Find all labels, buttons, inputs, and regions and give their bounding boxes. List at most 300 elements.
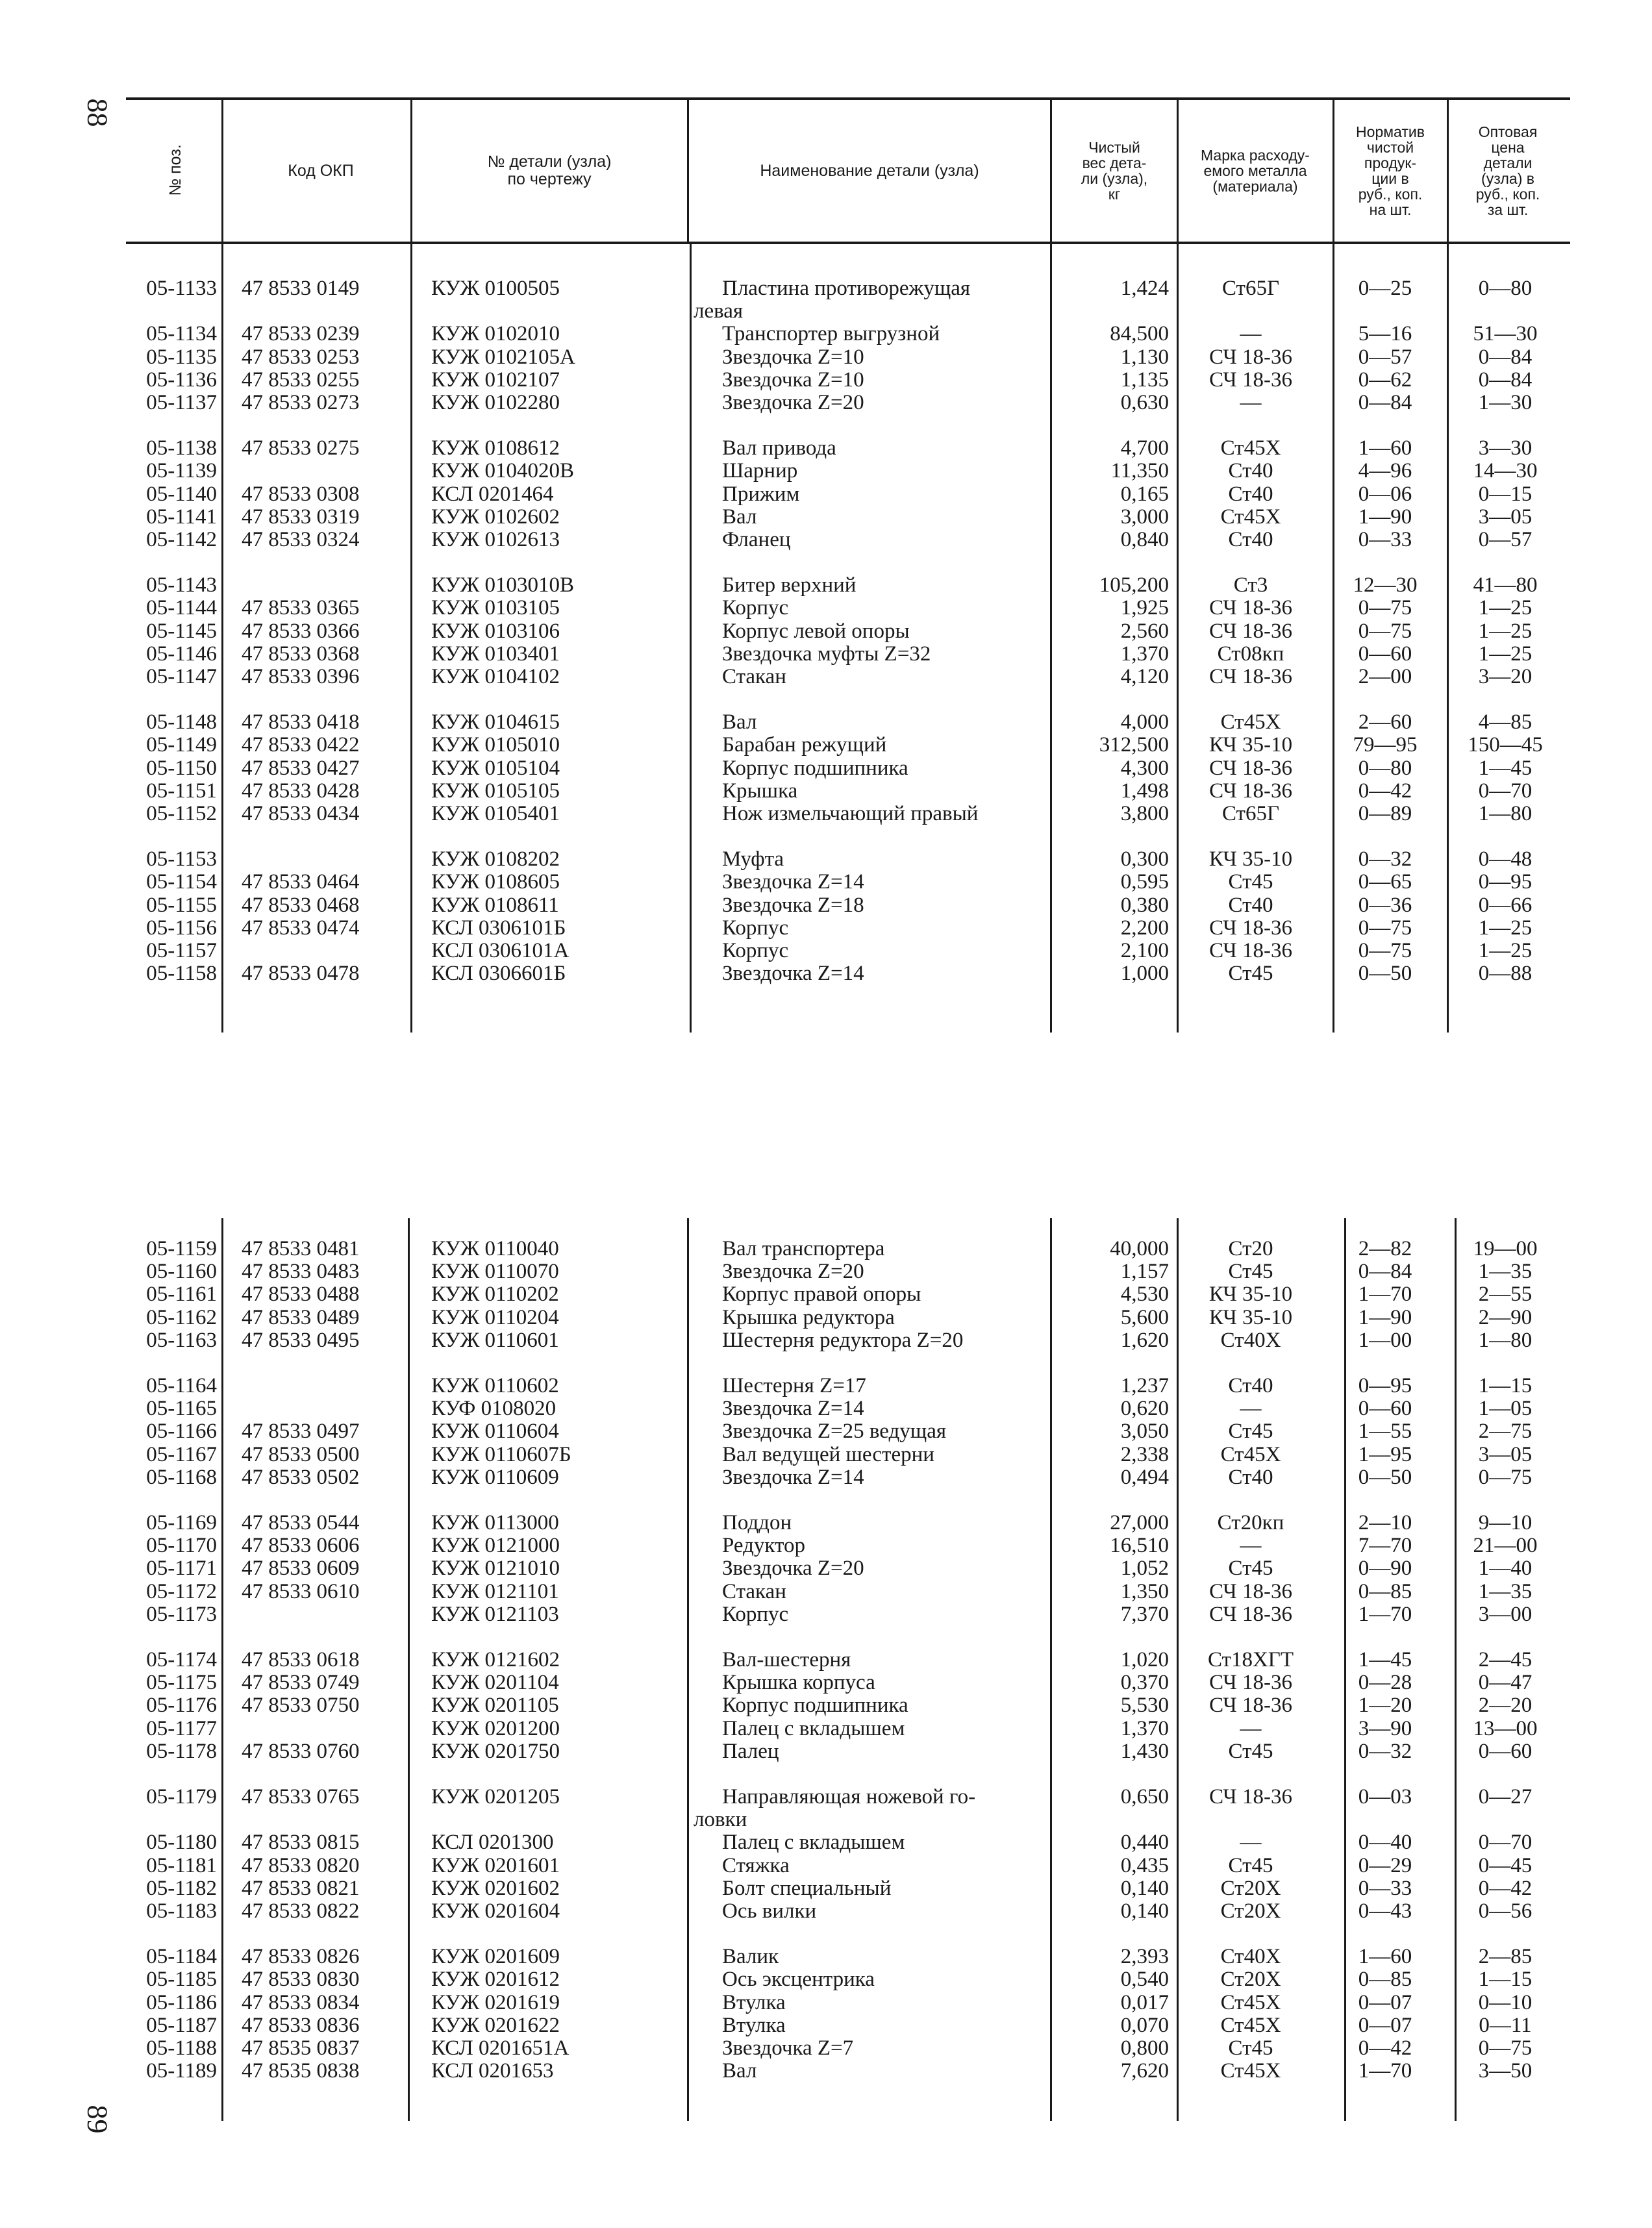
- cell-mat: Ст45Х: [1220, 1990, 1281, 2014]
- cell-pos: 05-1159: [146, 1237, 217, 1260]
- cell-okp: 47 8533 0273: [242, 391, 360, 414]
- cell-wt: 1,135: [1120, 368, 1169, 392]
- cell-price: 0—42: [1478, 1876, 1533, 1900]
- cell-name: Звездочка Z=14: [722, 1397, 864, 1421]
- body2-divider-2: [408, 1218, 410, 2121]
- cell-det: КУЖ 0110202: [431, 1283, 559, 1307]
- cell-pos: 05-1146: [146, 642, 217, 666]
- cell-mat: Ст40Х: [1220, 1328, 1281, 1352]
- cell-name: Звездочка муфты Z=32: [722, 642, 931, 666]
- cell-pos: 05-1172: [146, 1579, 217, 1603]
- header-weight-l4: кг: [1108, 186, 1121, 203]
- cell-norm: 0—50: [1358, 1465, 1412, 1489]
- cell-name: Втулка: [722, 1990, 786, 2014]
- cell-norm: 0—95: [1358, 1374, 1412, 1397]
- cell-pos: 05-1174: [146, 1648, 217, 1671]
- cell-det: КУЖ 0110601: [431, 1328, 559, 1352]
- cell-det: КУЖ 0201105: [431, 1694, 559, 1718]
- cell-wt: 0,540: [1120, 1968, 1169, 1992]
- cell-name: Звездочка Z=20: [722, 391, 864, 414]
- cell-price: 1—80: [1478, 802, 1533, 825]
- body1-divider-2: [410, 244, 412, 1033]
- cell-wt: 1,620: [1120, 1328, 1169, 1352]
- cell-name: Втулка: [722, 2013, 786, 2037]
- cell-det: КУЖ 0110607Б: [431, 1442, 571, 1466]
- cell-det: КУЖ 0105010: [431, 733, 560, 757]
- body1-divider-7: [1447, 244, 1449, 1033]
- cell-name: Звездочка Z=7: [722, 2036, 854, 2060]
- header-divider-1: [221, 100, 223, 242]
- cell-okp: 47 8533 0366: [242, 619, 360, 643]
- cell-price: 0—47: [1478, 1671, 1533, 1695]
- cell-price: 2—85: [1478, 1945, 1533, 1969]
- cell-price: 14—30: [1473, 459, 1538, 483]
- cell-name: Вал-шестерня: [722, 1648, 851, 1671]
- cell-mat: КЧ 35-10: [1208, 733, 1293, 757]
- cell-pos: 05-1181: [146, 1853, 217, 1877]
- header-divider-7: [1447, 100, 1449, 242]
- cell-det: КУЖ 0104102: [431, 665, 560, 688]
- cell-name: Вал: [722, 505, 757, 529]
- cell-name: Ось эксцентрика: [722, 1968, 875, 1992]
- cell-pos: 05-1184: [146, 1945, 217, 1969]
- header-divider-3: [687, 100, 689, 242]
- cell-name: Звездочка Z=14: [722, 1465, 864, 1489]
- cell-name: Прижим: [722, 482, 800, 506]
- cell-price: 0—11: [1479, 2013, 1532, 2037]
- cell-norm: 1—90: [1358, 505, 1412, 529]
- body2-divider-3: [687, 1218, 689, 2121]
- cell-mat: Ст40: [1228, 482, 1273, 506]
- cell-name: Звездочка Z=14: [722, 870, 864, 894]
- cell-det: КУЖ 0105104: [431, 756, 560, 780]
- cell-norm: 0—57: [1358, 345, 1412, 369]
- cell-norm: 2—60: [1358, 710, 1412, 734]
- cell-okp: 47 8533 0474: [242, 916, 360, 940]
- cell-wt: 0,380: [1120, 893, 1169, 917]
- cell-okp: 47 8533 0308: [242, 482, 360, 506]
- cell-name: Звездочка Z=18: [722, 893, 864, 917]
- cell-mat: Ст45Х: [1220, 436, 1281, 460]
- cell-okp: 47 8533 0434: [242, 802, 360, 825]
- cell-det: КУЖ 0201622: [431, 2013, 560, 2037]
- cell-wt: 7,370: [1120, 1602, 1169, 1626]
- cell-norm: 0—33: [1358, 528, 1412, 551]
- cell-okp: 47 8533 0149: [242, 277, 360, 300]
- header-norm-l5: руб., коп.: [1358, 186, 1423, 203]
- cell-price: 1—05: [1478, 1397, 1533, 1421]
- cell-norm: 0—75: [1358, 619, 1412, 643]
- cell-okp: 47 8533 0428: [242, 779, 360, 803]
- cell-det: КУЖ 0113000: [431, 1511, 559, 1534]
- cell-det: КУЖ 0103010В: [431, 573, 575, 597]
- header-price-l2: цена: [1491, 139, 1525, 156]
- cell-okp: 47 8533 0464: [242, 870, 360, 894]
- cell-norm: 0—60: [1358, 1397, 1412, 1421]
- cell-norm: 0—42: [1358, 779, 1412, 803]
- cell-price: 0—70: [1478, 779, 1533, 803]
- cell-mat: СЧ 18-36: [1209, 1671, 1292, 1695]
- cell-price: 9—10: [1478, 1511, 1533, 1534]
- cell-mat: —: [1240, 1534, 1262, 1558]
- cell-pos: 05-1155: [146, 893, 217, 917]
- cell-mat: Ст3: [1233, 573, 1268, 597]
- cell-name: Звездочка Z=10: [722, 345, 864, 369]
- cell-mat: —: [1240, 391, 1262, 414]
- cell-det: КУЖ 0201619: [431, 1990, 560, 2014]
- cell-pos: 05-1188: [146, 2036, 217, 2060]
- cell-mat: СЧ 18-36: [1209, 1785, 1292, 1809]
- cell-pos: 05-1183: [146, 1899, 217, 1923]
- cell-price: 0—10: [1478, 1990, 1533, 2014]
- cell-wt: 4,000: [1120, 710, 1169, 734]
- cell-wt: 0,494: [1120, 1465, 1169, 1489]
- cell-okp: 47 8533 0481: [242, 1237, 360, 1260]
- cell-wt: 0,630: [1120, 391, 1169, 414]
- cell-norm: 0—80: [1358, 756, 1412, 780]
- cell-norm: 1—70: [1358, 1283, 1412, 1307]
- cell-name: Корпус подшипника: [722, 756, 908, 780]
- cell-det: КСЛ 0201464: [431, 482, 554, 506]
- cell-okp: 47 8533 0502: [242, 1465, 360, 1489]
- cell-norm: 0—89: [1358, 802, 1412, 825]
- cell-okp: 47 8533 0253: [242, 345, 360, 369]
- cell-price: 21—00: [1473, 1534, 1538, 1558]
- cell-pos: 05-1160: [146, 1260, 217, 1284]
- cell-mat: Ст65Г: [1221, 277, 1280, 300]
- cell-wt: 7,620: [1120, 2059, 1169, 2083]
- cell-wt: 0,370: [1120, 1671, 1169, 1695]
- cell-norm: 0—29: [1358, 1853, 1412, 1877]
- cell-okp: 47 8533 0826: [242, 1945, 360, 1969]
- cell-pos: 05-1153: [146, 847, 217, 871]
- cell-price: 51—30: [1473, 322, 1538, 346]
- cell-name: Корпус подшипника: [722, 1694, 908, 1718]
- cell-wt: 4,700: [1120, 436, 1169, 460]
- cell-okp: 47 8533 0324: [242, 528, 360, 551]
- cell-okp: 47 8533 0468: [242, 893, 360, 917]
- header-price-l1: Оптовая: [1478, 123, 1538, 140]
- cell-pos: 05-1166: [146, 1420, 217, 1444]
- cell-name: Ось вилки: [722, 1899, 817, 1923]
- cell-price: 0—80: [1478, 277, 1533, 300]
- header-material: [1179, 100, 1331, 242]
- cell-price: 1—40: [1478, 1557, 1533, 1581]
- cell-mat: Ст20Х: [1220, 1968, 1281, 1992]
- cell-pos: 05-1148: [146, 710, 217, 734]
- header-price-l5: руб., коп.: [1475, 186, 1540, 203]
- cell-price: 19—00: [1473, 1237, 1538, 1260]
- cell-price: 13—00: [1473, 1716, 1538, 1740]
- cell-okp: 47 8533 0422: [242, 733, 360, 757]
- cell-det: КУЖ 0121103: [431, 1602, 559, 1626]
- cell-okp: 47 8533 0834: [242, 1990, 360, 2014]
- cell-wt: 1,237: [1120, 1374, 1169, 1397]
- header-norm: [1335, 104, 1446, 238]
- cell-okp: 47 8533 0255: [242, 368, 360, 392]
- cell-wt: 16,510: [1110, 1534, 1169, 1558]
- cell-mat: СЧ 18-36: [1209, 779, 1292, 803]
- cell-wt: 0,440: [1120, 1831, 1169, 1855]
- cell-okp: 47 8533 0749: [242, 1671, 360, 1695]
- cell-okp: 47 8533 0500: [242, 1442, 360, 1466]
- body2-divider-5: [1177, 1218, 1179, 2121]
- cell-okp: 47 8535 0837: [242, 2036, 360, 2060]
- cell-okp: 47 8533 0606: [242, 1534, 360, 1558]
- cell-det: КУЖ 0121602: [431, 1648, 560, 1671]
- cell-wt: 0,620: [1120, 1397, 1169, 1421]
- cell-price: 0—57: [1478, 528, 1533, 551]
- cell-pos: 05-1144: [146, 596, 217, 620]
- cell-det: КУЖ 0105401: [431, 802, 560, 825]
- cell-price: 1—25: [1478, 596, 1533, 620]
- cell-name: Валик: [722, 1945, 779, 1969]
- cell-wt: 312,500: [1099, 733, 1169, 757]
- cell-price: 1—15: [1478, 1968, 1533, 1992]
- cell-price: 0—45: [1478, 1853, 1533, 1877]
- cell-price: 1—25: [1478, 939, 1533, 962]
- cell-det: КСЛ 0306101А: [431, 939, 569, 962]
- cell-pos: 05-1147: [146, 665, 217, 688]
- cell-price: 0—48: [1478, 847, 1533, 871]
- cell-name-continuation: ловки: [694, 1808, 747, 1832]
- cell-det: КУЖ 0110609: [431, 1465, 559, 1489]
- cell-price: 1—15: [1478, 1374, 1533, 1397]
- cell-price: 0—70: [1478, 1831, 1533, 1855]
- cell-wt: 105,200: [1099, 573, 1169, 597]
- cell-pos: 05-1143: [146, 573, 217, 597]
- cell-det: КСЛ 0201653: [431, 2059, 554, 2083]
- cell-price: 1—35: [1478, 1260, 1533, 1284]
- header-divider-6: [1333, 100, 1334, 242]
- cell-norm: 1—60: [1358, 1945, 1412, 1969]
- cell-name: Битер верхний: [722, 573, 857, 597]
- cell-okp: 47 8533 0365: [242, 596, 360, 620]
- cell-norm: 2—10: [1358, 1511, 1412, 1534]
- cell-pos: 05-1176: [146, 1694, 217, 1718]
- cell-pos: 05-1178: [146, 1739, 217, 1763]
- header-divider-4: [1050, 100, 1052, 242]
- cell-det: КУЖ 0110604: [431, 1420, 559, 1444]
- cell-det: КУЖ 0121101: [431, 1579, 559, 1603]
- cell-det: КУЖ 0102105А: [431, 345, 575, 369]
- cell-det: КУЖ 0103401: [431, 642, 560, 666]
- cell-wt: 1,424: [1120, 277, 1169, 300]
- cell-mat: Ст20Х: [1220, 1899, 1281, 1923]
- cell-okp: 47 8533 0489: [242, 1305, 360, 1329]
- cell-name: Болт специальный: [722, 1876, 892, 1900]
- cell-norm: 1—70: [1358, 1602, 1412, 1626]
- cell-wt: 1,130: [1120, 345, 1169, 369]
- cell-wt: 84,500: [1110, 322, 1169, 346]
- cell-det: КСЛ 0306601Б: [431, 962, 566, 986]
- cell-price: 1—25: [1478, 642, 1533, 666]
- cell-wt: 4,120: [1120, 665, 1169, 688]
- cell-okp: 47 8533 0765: [242, 1785, 360, 1809]
- cell-pos: 05-1187: [146, 2013, 217, 2037]
- cell-det: КУЖ 0103106: [431, 619, 560, 643]
- cell-name: Корпус: [722, 939, 789, 962]
- cell-norm: 0—50: [1358, 962, 1412, 986]
- cell-norm: 0—85: [1358, 1968, 1412, 1992]
- cell-det: КУЖ 0102280: [431, 391, 560, 414]
- body1-divider-5: [1177, 244, 1179, 1033]
- header-material-l3: (материала): [1212, 178, 1298, 195]
- cell-pos: 05-1145: [146, 619, 217, 643]
- cell-wt: 0,650: [1120, 1785, 1169, 1809]
- body2-divider-1: [221, 1218, 223, 2121]
- cell-det: КУЖ 0201602: [431, 1876, 560, 1900]
- cell-name: Транспортер выгрузной: [722, 322, 940, 346]
- cell-name: Вал ведущей шестерни: [722, 1442, 934, 1466]
- cell-pos: 05-1164: [146, 1374, 217, 1397]
- cell-det: КУЖ 0108611: [431, 893, 559, 917]
- cell-pos: 05-1151: [146, 779, 217, 803]
- cell-wt: 1,000: [1120, 962, 1169, 986]
- cell-det: КУЖ 0201200: [431, 1716, 560, 1740]
- cell-det: КУЖ 0104020В: [431, 459, 575, 483]
- cell-name: Стакан: [722, 665, 786, 688]
- cell-pos: 05-1177: [146, 1716, 217, 1740]
- cell-okp: 47 8535 0838: [242, 2059, 360, 2083]
- cell-mat: Ст40: [1228, 459, 1273, 483]
- cell-wt: 1,020: [1120, 1648, 1169, 1671]
- cell-norm: 0—07: [1358, 1990, 1412, 2014]
- header-name-text: Наименование детали (узла): [760, 161, 979, 180]
- cell-norm: 0—84: [1358, 1260, 1412, 1284]
- cell-norm: 0—75: [1358, 596, 1412, 620]
- cell-name: Крышка: [722, 779, 798, 803]
- cell-name: Палец: [722, 1739, 779, 1763]
- cell-mat: Ст40: [1228, 893, 1273, 917]
- cell-name: Направляющая ножевой го-: [722, 1785, 976, 1809]
- cell-norm: 0—32: [1358, 1739, 1412, 1763]
- cell-wt: 2,100: [1120, 939, 1169, 962]
- body1-divider-6: [1333, 244, 1334, 1033]
- cell-mat: Ст45Х: [1220, 505, 1281, 529]
- cell-okp: 47 8533 0610: [242, 1579, 360, 1603]
- cell-pos: 05-1133: [146, 277, 217, 300]
- cell-okp: 47 8533 0239: [242, 322, 360, 346]
- cell-mat: Ст45Х: [1220, 2013, 1281, 2037]
- cell-mat: Ст45: [1228, 1260, 1273, 1284]
- header-price-l6: за шт.: [1487, 201, 1529, 218]
- cell-price: 0—95: [1478, 870, 1533, 894]
- cell-norm: 1—95: [1358, 1442, 1412, 1466]
- cell-norm: 4—96: [1358, 459, 1412, 483]
- cell-okp: 47 8533 0815: [242, 1831, 360, 1855]
- cell-det: КУЖ 0102107: [431, 368, 560, 392]
- cell-pos: 05-1137: [146, 391, 217, 414]
- cell-price: 3—50: [1478, 2059, 1533, 2083]
- cell-mat: КЧ 35-10: [1208, 1283, 1293, 1307]
- cell-wt: 0,595: [1120, 870, 1169, 894]
- cell-det: КУЖ 0102613: [431, 528, 560, 551]
- cell-mat: Ст45Х: [1220, 710, 1281, 734]
- cell-okp: 47 8533 0820: [242, 1853, 360, 1877]
- cell-pos: 05-1165: [146, 1397, 217, 1421]
- cell-pos: 05-1136: [146, 368, 217, 392]
- cell-okp: 47 8533 0836: [242, 2013, 360, 2037]
- cell-det: КУЖ 0201612: [431, 1968, 560, 1992]
- cell-price: 1—45: [1478, 756, 1533, 780]
- cell-mat: —: [1240, 1831, 1262, 1855]
- cell-pos: 05-1149: [146, 733, 217, 757]
- cell-price: 0—84: [1478, 345, 1533, 369]
- cell-mat: Ст18ХГТ: [1207, 1648, 1294, 1671]
- cell-mat: СЧ 18-36: [1209, 619, 1292, 643]
- cell-norm: 0—62: [1358, 368, 1412, 392]
- cell-mat: Ст20кп: [1217, 1511, 1284, 1534]
- cell-norm: 7—70: [1358, 1534, 1412, 1558]
- cell-norm: 0—03: [1358, 1785, 1412, 1809]
- cell-wt: 4,530: [1120, 1283, 1169, 1307]
- cell-mat: —: [1240, 1716, 1262, 1740]
- cell-wt: 2,560: [1120, 619, 1169, 643]
- page-number-bottom: 89: [81, 2105, 114, 2134]
- cell-pos: 05-1173: [146, 1602, 217, 1626]
- cell-price: 0—56: [1478, 1899, 1533, 1923]
- cell-pos: 05-1170: [146, 1534, 217, 1558]
- cell-det: КСЛ 0201651А: [431, 2036, 569, 2060]
- cell-det: КУЖ 0103105: [431, 596, 560, 620]
- cell-price: 0—27: [1478, 1785, 1533, 1809]
- cell-norm: 1—70: [1358, 2059, 1412, 2083]
- cell-norm: 1—60: [1358, 436, 1412, 460]
- cell-price: 3—05: [1478, 1442, 1533, 1466]
- cell-okp: 47 8533 0488: [242, 1283, 360, 1307]
- cell-det: КУЖ 0110204: [431, 1305, 559, 1329]
- body1-divider-3: [690, 244, 692, 1033]
- cell-norm: 3—90: [1358, 1716, 1412, 1740]
- cell-name: Шестерня редуктора Z=20: [722, 1328, 964, 1352]
- cell-wt: 27,000: [1110, 1511, 1169, 1534]
- cell-wt: 0,140: [1120, 1876, 1169, 1900]
- cell-okp: 47 8533 0427: [242, 756, 360, 780]
- header-weight: [1053, 100, 1175, 242]
- cell-price: 0—88: [1478, 962, 1533, 986]
- cell-name: Шарнир: [722, 459, 798, 483]
- cell-mat: —: [1240, 1397, 1262, 1421]
- cell-okp: 47 8533 0368: [242, 642, 360, 666]
- cell-mat: —: [1240, 322, 1262, 346]
- cell-det: КУЖ 0102602: [431, 505, 560, 529]
- cell-mat: Ст45: [1228, 1739, 1273, 1763]
- cell-price: 3—30: [1478, 436, 1533, 460]
- cell-okp: 47 8533 0483: [242, 1260, 360, 1284]
- cell-name: Корпус левой опоры: [722, 619, 910, 643]
- cell-pos: 05-1150: [146, 756, 217, 780]
- cell-name: Звездочка Z=25 ведущая: [722, 1420, 947, 1444]
- cell-mat: Ст45: [1228, 870, 1273, 894]
- cell-norm: 79—95: [1353, 733, 1418, 757]
- cell-name: Звездочка Z=20: [722, 1260, 864, 1284]
- cell-wt: 3,000: [1120, 505, 1169, 529]
- cell-mat: СЧ 18-36: [1209, 916, 1292, 940]
- cell-pos: 05-1140: [146, 482, 217, 506]
- cell-norm: 1—20: [1358, 1694, 1412, 1718]
- cell-norm: 0—42: [1358, 2036, 1412, 2060]
- cell-wt: 0,840: [1120, 528, 1169, 551]
- cell-mat: Ст08кп: [1217, 642, 1284, 666]
- cell-mat: СЧ 18-36: [1209, 345, 1292, 369]
- header-norm-l1: Норматив: [1356, 123, 1425, 140]
- cell-det: КУЖ 0201205: [431, 1785, 560, 1809]
- cell-wt: 1,350: [1120, 1579, 1169, 1603]
- cell-okp: 47 8533 0275: [242, 436, 360, 460]
- cell-wt: 1,370: [1120, 642, 1169, 666]
- cell-okp: 47 8533 0822: [242, 1899, 360, 1923]
